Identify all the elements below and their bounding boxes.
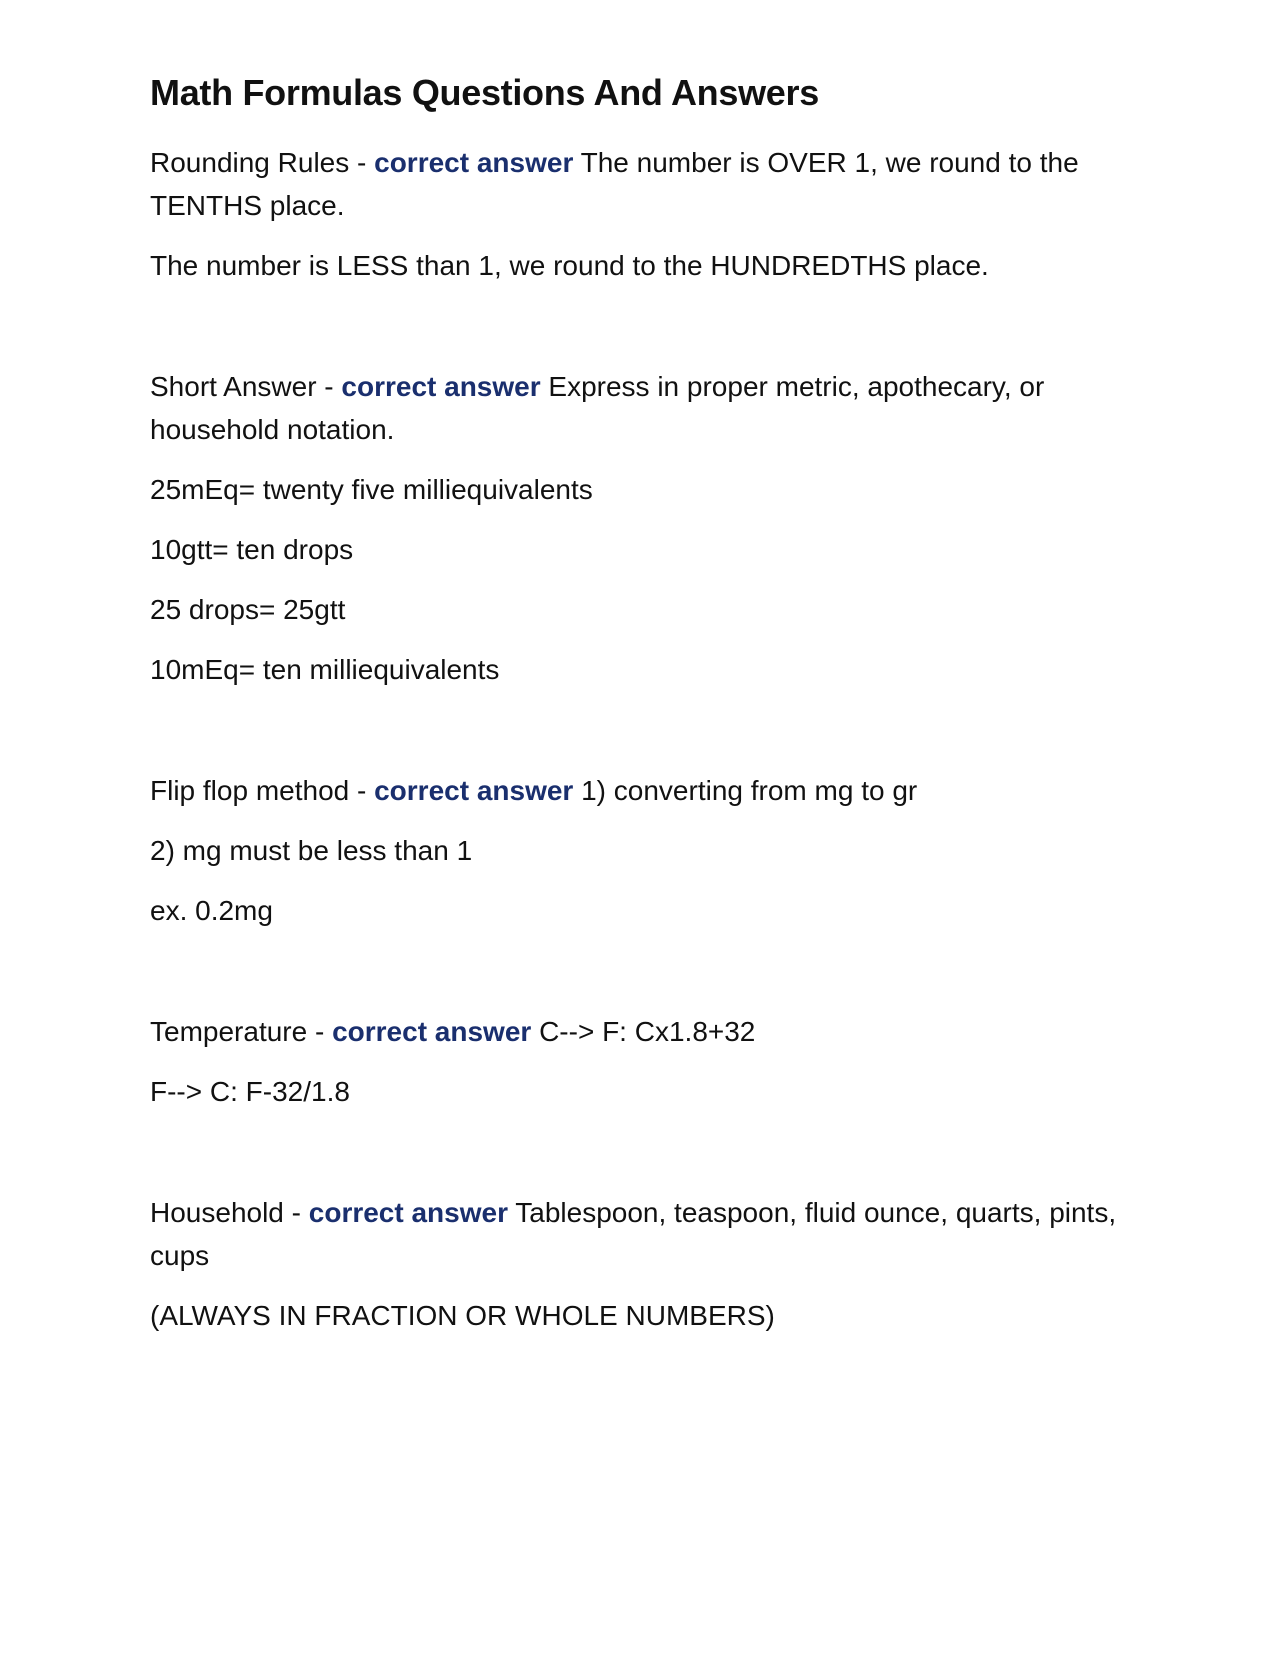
correct-answer-label: correct answer: [374, 774, 574, 806]
answer-text: The number is OVER 1, we round to the TENTHS place.: [150, 146, 1079, 221]
qa-first-line: [150, 1010, 1130, 1053]
qa-first-line: [150, 141, 1130, 227]
question-label: Temperature -: [150, 1015, 333, 1047]
qa-item-rounding-rules: [150, 141, 1130, 287]
correct-answer-label: correct answer: [308, 1196, 508, 1228]
correct-answer-label: correct answer: [341, 370, 541, 402]
answer-text: 1) converting from mg to gr: [581, 774, 918, 806]
answer-line: F--> C: F-32/1.8: [150, 1075, 350, 1107]
question-label: Household -: [150, 1196, 309, 1228]
answer-line: The number is LESS than 1, we round to the HUNDREDTHS place.: [150, 249, 989, 281]
answer-text: Express in proper metric, apothecary, or household notation.: [150, 370, 1045, 445]
qa-first-line: [150, 1191, 1130, 1277]
correct-answer-label: correct answer: [374, 146, 574, 178]
answer-line: (ALWAYS IN FRACTION OR WHOLE NUMBERS): [150, 1299, 775, 1331]
qa-item-short-answer: [150, 365, 1130, 691]
answer-text: Tablespoon, teaspoon, fluid ounce, quarts, pints, cups: [150, 1196, 1117, 1271]
qa-item-flip-flop-method: [150, 769, 1130, 932]
answer-line: 25mEq= twenty five milliequivalents: [150, 473, 593, 505]
question-label: Short Answer -: [150, 370, 342, 402]
qa-item-household: [150, 1191, 1130, 1337]
qa-first-line: [150, 769, 1130, 812]
answer-line: 2) mg must be less than 1: [150, 834, 473, 866]
question-label: Flip flop method -: [150, 774, 375, 806]
section-gap: [150, 304, 1130, 365]
qa-first-line: [150, 365, 1130, 451]
section-gap: [150, 708, 1130, 769]
correct-answer-label: correct answer: [332, 1015, 532, 1047]
document-title: Math Formulas Questions And Answers: [150, 72, 819, 113]
section-gap: [150, 1130, 1130, 1191]
qa-item-temperature: [150, 1010, 1130, 1113]
answer-text: C--> F: Cx1.8+32: [539, 1015, 756, 1047]
document-page: [150, 70, 1130, 1354]
question-label: Rounding Rules -: [150, 146, 375, 178]
answer-line: 10mEq= ten milliequivalents: [150, 653, 500, 685]
answer-line: 25 drops= 25gtt: [150, 593, 346, 625]
answer-line: 10gtt= ten drops: [150, 533, 354, 565]
answer-line: ex. 0.2mg: [150, 894, 273, 926]
section-gap: [150, 949, 1130, 1010]
